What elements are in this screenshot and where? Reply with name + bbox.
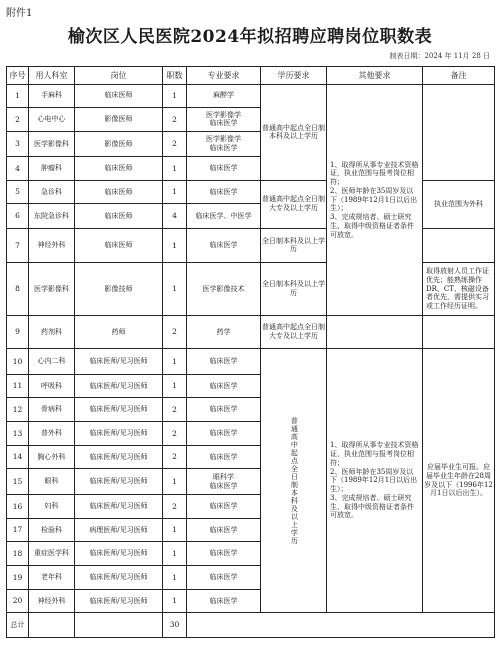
attachment-label: 附件1: [6, 8, 33, 19]
header-cell: 序号: [7, 67, 29, 85]
post-cell: [75, 349, 163, 375]
department-cell-text: 医学影像科: [34, 284, 69, 293]
positions-table: [6, 66, 495, 638]
post-cell: [75, 156, 163, 180]
header-cell: 专业要求: [187, 67, 261, 85]
row-number-text: 20: [12, 596, 23, 606]
row-number: [7, 228, 29, 262]
count-cell-text: 1: [172, 91, 177, 101]
row-number: [7, 316, 29, 349]
major-cell-text: 麻醉学: [213, 91, 234, 100]
department-cell: [29, 316, 75, 349]
count-cell: [163, 180, 187, 204]
post-cell: [75, 589, 163, 613]
count-cell: [163, 316, 187, 349]
post-cell: [75, 469, 163, 495]
other-requirements-cell-text: 1、取得所从事专业技术资格证，执业范围与报考岗位相符； 2、医师年龄在35周岁及以下（1989年12月1日以后出生）； 3、完成规培者、硕士研究生、取得中级资格证者条件可放宽。: [330, 441, 419, 520]
department-cell: [29, 589, 75, 613]
count-cell-text: 1: [172, 163, 177, 173]
major-cell-text: 眼科学 临床医学: [209, 472, 238, 490]
count-cell: [163, 518, 187, 542]
post-cell-text: 临床医师/见习医师: [89, 596, 148, 605]
department-cell-text: 心电中心: [37, 115, 66, 124]
row-number-text: 13: [12, 428, 23, 438]
notes-cell: [423, 85, 495, 181]
major-cell: [187, 398, 261, 422]
date-line: 制表日期：2024 年 11月 28 日: [389, 52, 490, 60]
post-cell: [75, 422, 163, 446]
major-cell: [187, 85, 261, 108]
count-cell-text: 1: [172, 240, 177, 250]
major-cell: [187, 565, 261, 589]
major-cell-text: 药学: [216, 327, 231, 336]
post-cell: [75, 85, 163, 108]
count-cell-text: 1: [172, 356, 177, 366]
notes-cell-text: 应届毕业生可报。应届毕业生年龄在28周岁及以下（1996年12月1日以后出生）。: [424, 463, 493, 498]
total-count: [163, 613, 187, 638]
post-cell-text: 影像技师: [104, 284, 133, 293]
row-number-text: 12: [12, 405, 23, 415]
department-cell-text: 普外科: [41, 429, 62, 437]
row-number-text: 15: [12, 477, 23, 486]
department-cell-text: 心内二科: [37, 357, 66, 366]
total-count-text: 30: [169, 620, 180, 630]
department-cell: [29, 228, 75, 262]
major-cell: [187, 156, 261, 180]
row-number: [7, 565, 29, 589]
count-cell: [163, 495, 187, 519]
row-number-text: 7: [15, 240, 20, 250]
count-cell: [163, 204, 187, 229]
count-cell: [163, 374, 187, 398]
major-cell-text: 临床医学: [209, 549, 238, 558]
count-cell-text: 1: [172, 477, 177, 486]
department-cell: [29, 542, 75, 566]
row-number-text: 17: [12, 525, 23, 535]
education-cell-text: 全日制本科及以上学历: [262, 280, 325, 297]
count-cell-text: 1: [172, 548, 177, 558]
department-cell-text: 药剂科: [41, 327, 62, 336]
post-cell: [75, 132, 163, 157]
count-cell: [163, 422, 187, 446]
education-cell-text: 全日制本科及以上学历: [262, 236, 325, 254]
major-cell: [187, 180, 261, 204]
row-number: [7, 132, 29, 157]
department-cell: [29, 518, 75, 542]
department-cell-text: 医学影像科: [34, 139, 69, 148]
department-cell-text: 妇科: [44, 501, 59, 510]
major-cell-text: 临床医学: [209, 572, 238, 581]
count-cell-text: 1: [172, 187, 177, 197]
major-cell-text: 临床医学: [209, 381, 238, 390]
count-cell-text: 2: [172, 139, 177, 149]
department-cell: [29, 156, 75, 180]
department-cell: [29, 204, 75, 229]
count-cell: [163, 156, 187, 180]
department-cell: [29, 85, 75, 108]
post-cell-text: 影像医师: [104, 139, 133, 148]
post-cell-text: 临床医师/见习医师: [89, 452, 148, 461]
row-number: [7, 107, 29, 132]
major-cell-text: 临床医学: [209, 501, 238, 510]
count-cell-text: 2: [172, 405, 177, 415]
department-cell: [29, 262, 75, 315]
post-cell-text: 临床医师/见习医师: [89, 357, 148, 366]
education-cell-text: 普通高中起点全日制大专及以上学历: [262, 195, 325, 213]
row-number-text: 6: [15, 211, 20, 221]
header-cell: 职数: [163, 67, 187, 85]
row-number-text: 2: [15, 114, 20, 124]
department-cell: [29, 374, 75, 398]
department-cell-text: 急诊科: [41, 187, 62, 196]
post-cell: [75, 107, 163, 132]
row-number-text: 4: [15, 163, 20, 173]
department-cell-text: 神经外科: [37, 240, 66, 249]
row-number: [7, 495, 29, 519]
count-cell-text: 2: [172, 452, 177, 462]
count-cell-text: 2: [172, 114, 177, 124]
education-cell: [261, 180, 327, 228]
row-number: [7, 374, 29, 398]
major-cell-text: 临床医学: [209, 405, 238, 414]
department-cell-text: 东院急诊科: [34, 211, 69, 220]
major-cell: [187, 445, 261, 469]
count-cell-text: 4: [172, 211, 177, 221]
total-label-text: 总计: [10, 620, 25, 629]
row-number-text: 19: [12, 572, 23, 582]
post-cell-text: 临床医师: [104, 240, 133, 249]
post-cell: [75, 518, 163, 542]
department-cell-text: 眼科: [44, 477, 59, 486]
department-cell: [29, 398, 75, 422]
post-cell-text: 临床医师/见习医师: [89, 405, 148, 414]
post-cell: [75, 445, 163, 469]
department-cell: [29, 107, 75, 132]
post-cell-text: 影像医师: [104, 115, 133, 124]
post-cell-text: 临床医师/见习医师: [89, 381, 148, 390]
major-cell-text: 医学影像学 临床医学: [206, 110, 241, 128]
count-cell-text: 1: [172, 525, 177, 535]
department-cell-text: 呼吸科: [41, 381, 62, 390]
major-cell: [187, 589, 261, 613]
row-number: [7, 518, 29, 542]
row-number-text: 1: [15, 91, 20, 101]
education-cell: [261, 85, 327, 181]
major-cell: [187, 132, 261, 157]
department-cell: [29, 132, 75, 157]
post-cell: [75, 228, 163, 262]
count-cell-text: 2: [172, 327, 177, 337]
count-cell: [163, 349, 187, 375]
count-cell-text: 1: [172, 596, 177, 606]
total-label: [7, 613, 29, 638]
count-cell-text: 1: [172, 381, 177, 391]
post-cell: [75, 316, 163, 349]
header-cell: 用人科室: [29, 67, 75, 85]
row-number-text: 14: [12, 452, 23, 462]
other-requirements-cell: [327, 316, 423, 349]
count-cell: [163, 542, 187, 566]
table-header-row: [7, 67, 495, 85]
count-cell: [163, 445, 187, 469]
department-cell: [29, 469, 75, 495]
department-cell: [29, 565, 75, 589]
table-row: [7, 349, 495, 375]
major-cell-text: 临床医学: [209, 163, 238, 172]
major-cell: [187, 495, 261, 519]
major-cell: [187, 228, 261, 262]
department-cell: [29, 180, 75, 204]
row-number: [7, 398, 29, 422]
major-cell-text: 医学影像技术: [202, 284, 245, 293]
row-number: [7, 349, 29, 375]
department-cell-text: 手麻科: [41, 91, 62, 100]
major-cell-text: 临床医学: [209, 596, 238, 605]
post-cell: [75, 262, 163, 315]
education-cell-text: 普通高中起点全日制大专及以上学历: [262, 323, 325, 341]
row-number: [7, 204, 29, 229]
post-cell: [75, 542, 163, 566]
post-cell-text: 药师: [111, 327, 126, 336]
count-cell: [163, 262, 187, 315]
department-cell-text: 检验科: [41, 525, 62, 534]
post-cell-text: 临床医师/见习医师: [89, 549, 148, 558]
row-number-text: 11: [12, 381, 23, 391]
count-cell-text: 2: [172, 428, 177, 438]
post-cell: [75, 565, 163, 589]
notes-cell-text: 取得放射人员工作证优先；能熟练操作DR、CT、核磁设备者优先，需提供实习或工作经历证明。: [426, 267, 489, 311]
post-cell-text: 临床医师: [104, 91, 133, 100]
post-cell: [75, 398, 163, 422]
major-cell: [187, 542, 261, 566]
major-cell: [187, 262, 261, 315]
count-cell: [163, 107, 187, 132]
post-cell-text: 临床医师: [104, 187, 133, 196]
notes-cell: [423, 262, 495, 315]
major-cell-text: 临床医学: [209, 429, 238, 437]
other-requirements-cell: [327, 85, 423, 316]
major-cell-text: 临床医学: [209, 240, 238, 249]
count-cell-text: 2: [172, 501, 177, 511]
department-cell: [29, 495, 75, 519]
row-number: [7, 85, 29, 108]
department-cell: [29, 422, 75, 446]
row-number: [7, 542, 29, 566]
row-number: [7, 589, 29, 613]
count-cell-text: 1: [172, 572, 177, 582]
post-cell: [75, 204, 163, 229]
notes-cell: [423, 228, 495, 262]
post-cell-text: 临床医师: [104, 211, 133, 220]
education-cell: [261, 228, 327, 262]
notes-cell: [423, 316, 495, 349]
major-cell: [187, 374, 261, 398]
row-number: [7, 445, 29, 469]
row-number-text: 3: [15, 139, 20, 149]
education-cell: [261, 262, 327, 315]
empty-cell: [29, 613, 75, 638]
department-cell-text: 骨病科: [41, 405, 62, 414]
header-cell: 岗位: [75, 67, 163, 85]
empty-cell: [187, 613, 495, 638]
notes-cell: [423, 180, 495, 228]
document-title: 榆次区人民医院2024年拟招聘应聘岗位职数表: [67, 27, 433, 47]
other-requirements-cell: [327, 349, 423, 613]
row-number-text: 5: [15, 187, 20, 197]
major-cell: [187, 107, 261, 132]
major-cell: [187, 349, 261, 375]
notes-cell-text: 执业范围为外科: [434, 199, 483, 208]
department-cell-text: 重症医学科: [34, 549, 69, 558]
count-cell: [163, 565, 187, 589]
major-cell: [187, 518, 261, 542]
table-row: [7, 316, 495, 349]
post-cell-text: 临床医师: [104, 163, 133, 172]
row-number-text: 18: [12, 548, 23, 558]
row-number: [7, 422, 29, 446]
row-number: [7, 180, 29, 204]
notes-cell: [423, 349, 495, 613]
count-cell: [163, 589, 187, 613]
header-cell: 其他要求: [327, 67, 423, 85]
education-cell: [261, 349, 327, 613]
total-row: [7, 613, 495, 638]
department-cell-text: 神经外科: [37, 596, 66, 605]
post-cell-text: 临床医师/见习医师: [89, 477, 148, 486]
major-cell: [187, 204, 261, 229]
row-number-text: 10: [12, 356, 23, 366]
department-cell-text: 老年科: [41, 572, 62, 581]
count-cell: [163, 469, 187, 495]
major-cell: [187, 316, 261, 349]
post-cell: [75, 180, 163, 204]
count-cell: [163, 398, 187, 422]
count-cell-text: 1: [172, 284, 177, 294]
count-cell: [163, 228, 187, 262]
major-cell-text: 临床医学: [209, 525, 238, 534]
department-cell: [29, 349, 75, 375]
empty-cell: [75, 613, 163, 638]
row-number: [7, 156, 29, 180]
table-row: [7, 85, 495, 108]
major-cell-text: 临床医学: [209, 187, 238, 196]
count-cell: [163, 132, 187, 157]
row-number: [7, 262, 29, 315]
education-cell-text: 普通高中起点全日制本科及以上学历: [290, 416, 299, 545]
department-cell-text: 肿瘤科: [41, 163, 62, 172]
row-number: [7, 469, 29, 495]
row-number-text: 16: [12, 501, 23, 511]
header-cell: 学历要求: [261, 67, 327, 85]
major-cell-text: 临床医学: [209, 357, 238, 366]
major-cell: [187, 422, 261, 446]
department-cell: [29, 445, 75, 469]
major-cell-text: 临床医学、中医学: [195, 211, 252, 220]
post-cell-text: 病理医师/见习医师: [89, 525, 148, 534]
education-cell: [261, 316, 327, 349]
post-cell-text: 临床医师/见习医师: [89, 501, 148, 510]
post-cell-text: 临床医师/见习医师: [89, 429, 148, 437]
row-number-text: 8: [15, 284, 20, 294]
education-cell-text: 普通高中起点全日制本科及以上学历: [262, 123, 325, 141]
other-requirements-cell-text: 1、取得所从事专业技术资格证，执业范围与报考岗位相符； 2、医师年龄在35周岁及以下（1989年12月1日以后出生）； 3、完成规培者、硕士研究生、取得中级资格证者条件可放宽。: [330, 160, 419, 239]
count-cell: [163, 85, 187, 108]
row-number-text: 9: [15, 327, 20, 337]
post-cell: [75, 495, 163, 519]
major-cell-text: 医学影像学 临床医学: [206, 135, 241, 153]
post-cell: [75, 374, 163, 398]
header-cell: 备注: [423, 67, 495, 85]
department-cell-text: 胸心外科: [37, 452, 66, 461]
major-cell-text: 临床医学: [209, 452, 238, 461]
post-cell-text: 临床医师/见习医师: [89, 572, 148, 581]
major-cell: [187, 469, 261, 495]
